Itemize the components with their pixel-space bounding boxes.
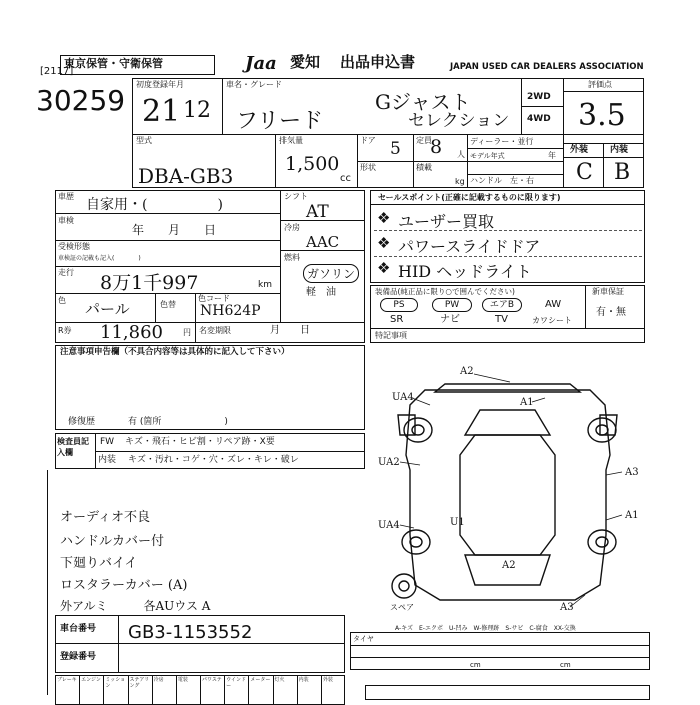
equip-aw: AW — [545, 299, 562, 310]
inspection-value: 年 月 日 — [132, 223, 217, 237]
mileage-label: 走行 — [58, 268, 74, 277]
check-item: 内装 — [298, 677, 309, 683]
wheel-fr — [588, 418, 616, 442]
displacement-unit: cc — [340, 173, 351, 184]
fw-label: FW — [100, 437, 115, 447]
equip-ps: PS — [380, 298, 418, 312]
fw-value: キズ・飛石・ヒビ割・リペア跡・X要 — [125, 437, 275, 447]
capacity-label: 積載 — [416, 163, 432, 172]
equip-airbag: エアB — [482, 298, 522, 312]
seats-unit: 人 — [457, 150, 465, 159]
chassis-number: GB3-1153552 — [128, 622, 253, 643]
color-code-label: 色コード — [198, 294, 230, 303]
equip-tv: TV — [495, 314, 508, 325]
recycle-label: R券 — [58, 326, 72, 335]
ac-value: AAC — [306, 233, 340, 251]
damage-diagram — [370, 360, 645, 620]
sales-point-icon-1: ❖ — [377, 209, 391, 227]
tire-cm-2: cm — [560, 661, 571, 669]
vehicle-name-label: 車名・グレード — [226, 80, 282, 89]
mark-ua4-rear: UA4 — [378, 520, 400, 531]
tire-label: タイヤ — [353, 635, 374, 643]
sales-point-3: HID ヘッドライト — [398, 262, 532, 281]
name-change-value: 月 日 — [270, 325, 310, 336]
color-code: NH624P — [200, 303, 261, 319]
wheel-rl — [402, 530, 430, 554]
reg-year: 21 — [142, 94, 181, 129]
wheel-rr — [588, 530, 616, 554]
dealer-label: ディーラー・並行 — [470, 137, 534, 146]
interior-check-label: 内装 — [98, 455, 117, 465]
association-logo: Jaa — [245, 53, 277, 74]
drive-4wd: 4WD — [527, 114, 551, 124]
mark-a2-rear: A2 — [502, 560, 516, 571]
seats-value: 8 — [430, 136, 443, 158]
color-label: 色 — [58, 296, 66, 305]
fuel-alt: 軽 油 — [306, 287, 336, 298]
lot-number: 30259 — [36, 84, 126, 117]
color-value: パール — [85, 300, 130, 318]
equip-leather: カワシート — [532, 316, 572, 325]
grade-line1: Gジャスト — [375, 90, 471, 114]
notes-special-label: 特記事項 — [375, 331, 407, 340]
notes-title: 注意事項申告欄（不具合内容等は具体的に記入して下さい） — [60, 347, 290, 357]
repair-label: 修復歴 — [68, 417, 96, 427]
spare-label: スペア — [390, 603, 414, 612]
grade-line2: セレクション — [408, 111, 510, 131]
interior-grade: B — [614, 160, 631, 185]
check-item: 電装 — [177, 677, 188, 683]
model-year-unit: 年 — [548, 151, 556, 160]
equip-navi: ナビ — [440, 314, 460, 325]
doors-value: 5 — [390, 139, 401, 159]
check-item: 灯火 — [274, 677, 285, 683]
recycle-unit: 円 — [183, 328, 191, 337]
sales-point-1: ユーザー買取 — [398, 212, 495, 231]
check-item: メーター — [250, 677, 271, 683]
mark-ua2: UA2 — [378, 457, 400, 468]
check-item: ブレーキ — [57, 677, 77, 683]
score-label: 評価点 — [588, 80, 612, 89]
mileage-unit: km — [258, 280, 272, 290]
score: 3.5 — [578, 98, 626, 133]
sales-point-icon-3: ❖ — [377, 259, 391, 277]
exterior-label: 外装 — [570, 145, 589, 155]
mark-u1: U1 — [450, 517, 465, 528]
color-change-label: 色替 — [160, 300, 176, 309]
drive-2wd: 2WD — [527, 92, 551, 102]
displacement-value: 1,500 — [285, 153, 340, 175]
equip-pw: PW — [432, 298, 472, 312]
capacity-unit: kg — [455, 177, 465, 186]
shift-value: AT — [306, 202, 329, 222]
chassis-label: 車台番号 — [60, 624, 97, 634]
new-car-label: 新車保証 — [592, 287, 624, 296]
association-en: JAPAN USED CAR DEALERS ASSOCIATION — [450, 62, 644, 72]
mark-ua4-front: UA4 — [392, 392, 414, 403]
doors-label: ドア — [360, 136, 376, 145]
exterior-grade: C — [576, 160, 593, 185]
shape-label: 形状 — [360, 163, 376, 172]
shift-label: シフト — [284, 192, 308, 201]
check-item: パワステ — [202, 677, 222, 683]
recycle-value: 11,860 — [100, 322, 163, 343]
check-item: 外装 — [322, 677, 333, 683]
check-item: エンジン — [81, 677, 101, 683]
windshield-front — [465, 410, 550, 435]
sales-point-icon-2: ❖ — [377, 234, 391, 252]
tire-box — [350, 632, 650, 670]
usage-label: 車歴 — [58, 192, 74, 201]
handwritten-note-1: オーディオ不良 — [60, 510, 150, 525]
lot-code: [2117] — [40, 66, 74, 77]
inspection-label: 車検 — [58, 216, 74, 225]
model-value: DBA-GB3 — [138, 164, 234, 188]
first-reg-label: 初度登録年月 — [136, 80, 184, 89]
form-title: 出品申込書 — [340, 53, 416, 71]
plate-label: 登録番号 — [60, 652, 97, 662]
footer-box — [365, 685, 650, 700]
mark-a1-top: A1 — [520, 397, 534, 408]
fuel-value: ガソリン — [303, 264, 359, 283]
cert-sub: 車検証の記載も記入( ) — [58, 255, 141, 262]
usage-value: 自家用・( ) — [86, 197, 223, 213]
car-roof — [460, 435, 555, 555]
interior-label: 内装 — [610, 145, 629, 155]
tire-cm-1: cm — [470, 661, 481, 669]
repair-value: 有 (箇所 ) — [128, 417, 228, 427]
handwritten-note-5: 外アルミ 各AUウス A — [60, 599, 211, 613]
stamp-text: 東京保管・守衛保管 — [64, 57, 163, 70]
seats-label: 定員 — [416, 136, 432, 145]
handwritten-note-4: ロスタラーカバー (A) — [60, 578, 188, 593]
mark-a3-right: A3 — [625, 467, 639, 478]
new-car-value: 有・無 — [596, 307, 626, 318]
handwritten-note-3: 下廻りバイイ — [60, 556, 138, 571]
interior-check-value: キズ・汚れ・コゲ・穴・ズレ・キレ・破レ — [128, 455, 299, 465]
cert-label: 受検形態 — [58, 242, 90, 251]
equip-sr: SR — [390, 314, 404, 325]
check-item: ステアリング — [129, 677, 150, 689]
damage-legend: A-キズ E-エクボ U-凹み W-修理跡 S-サビ C-腐食 XX-交換 — [395, 625, 576, 632]
equipment-title: 装備品(純正品に限り○で囲んでください) — [375, 287, 515, 296]
mark-a1-right: A1 — [625, 510, 639, 521]
sales-point-2: パワースライドドア — [398, 237, 541, 256]
model-year-label: モデル年式 — [470, 152, 505, 160]
sales-points-title: セールスポイント(正確に記載するものに限ります) — [378, 193, 561, 202]
vehicle-name: フリード — [236, 109, 324, 134]
handwritten-note-2: ハンドルカバー付 — [60, 534, 165, 549]
reg-month: 12 — [183, 98, 211, 123]
name-change-label: 名変期限 — [199, 326, 231, 335]
mark-a3-rear: A3 — [560, 602, 574, 613]
mark-a2-top: A2 — [460, 366, 474, 377]
model-label: 型式 — [136, 136, 152, 145]
org-name: 愛知 — [290, 53, 321, 71]
check-item: ミッション — [105, 677, 126, 689]
check-item: ウインドー — [226, 677, 247, 689]
displacement-label: 排気量 — [279, 136, 303, 145]
mileage-value: 8万1千997 — [100, 272, 199, 294]
spare-tire — [392, 574, 416, 598]
check-item: 冷房 — [153, 677, 164, 683]
handle-label: ハンドル 左・右 — [470, 176, 534, 185]
inspector-label: 検査員記入欄 — [57, 437, 89, 457]
fuel-label: 燃料 — [284, 253, 300, 262]
ac-label: 冷房 — [284, 223, 300, 232]
